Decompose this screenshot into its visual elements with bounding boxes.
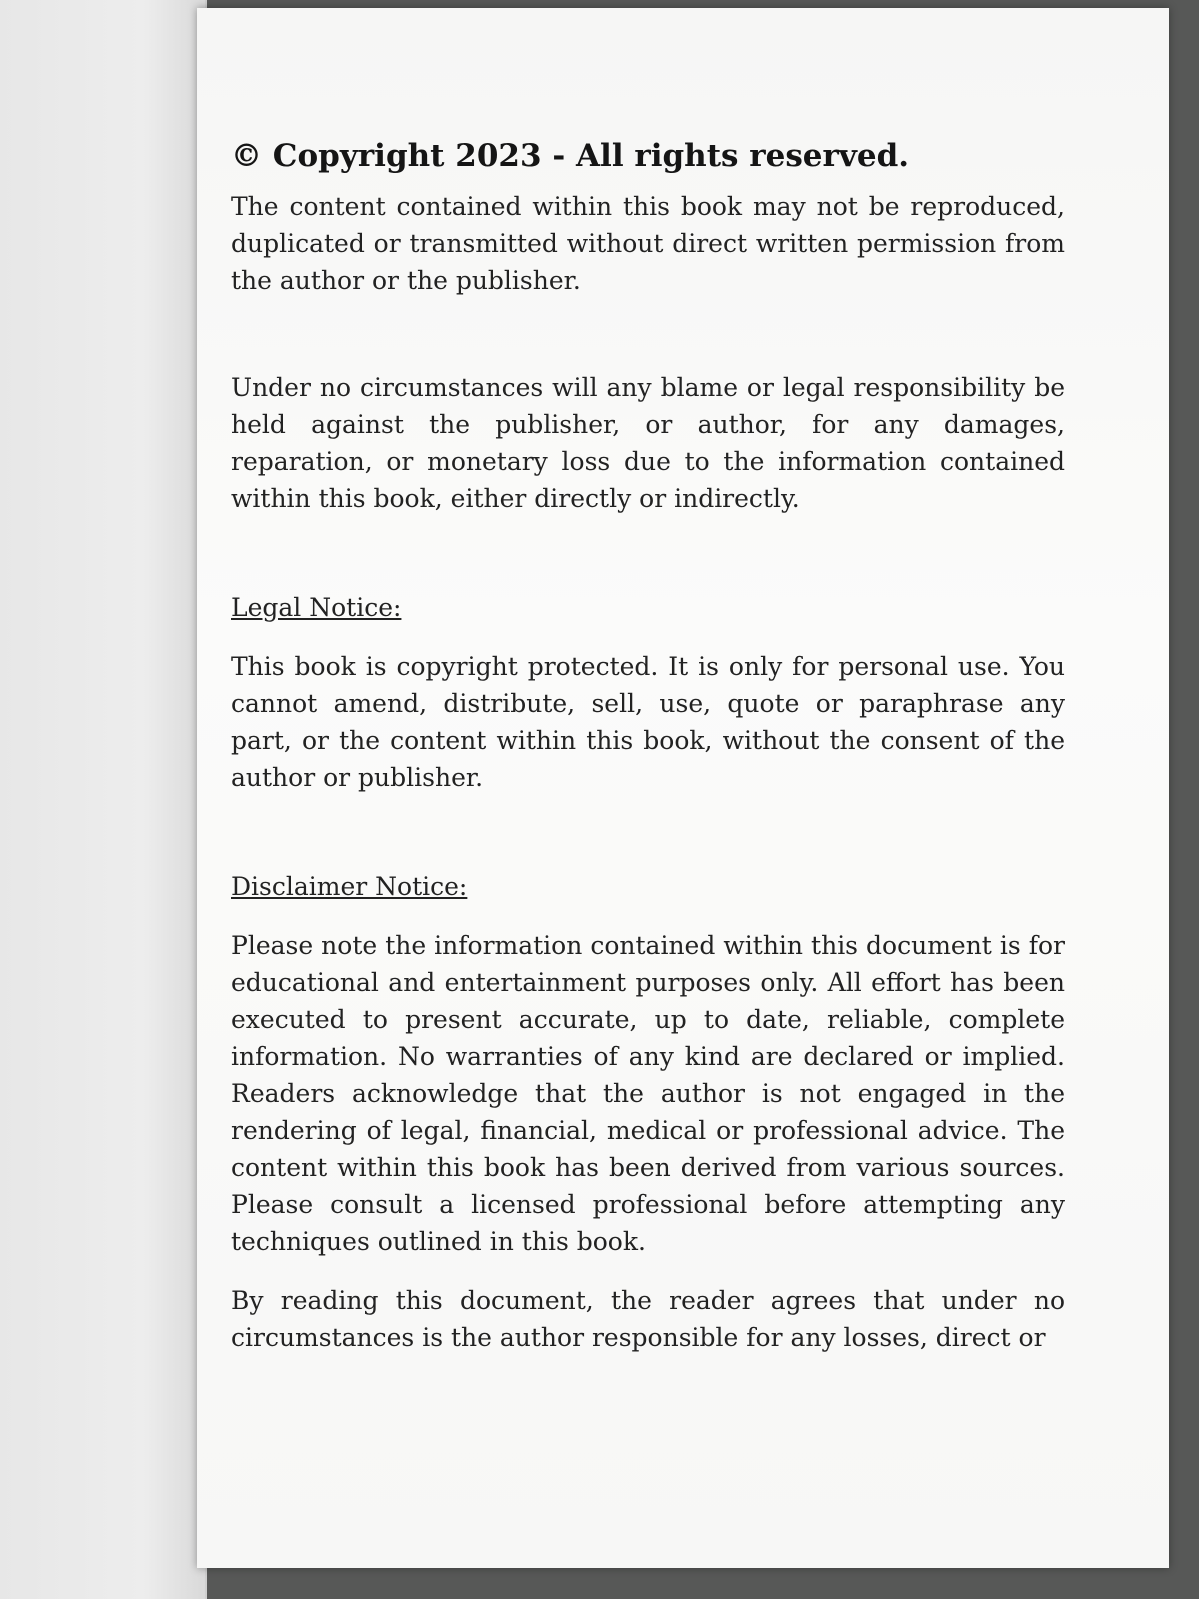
disclaimer-body: Please note the information contained within this document is for educational and entertainment purposes only. All effort has been executed to present accurate, up to date, reliable, complete information. No warranties of any kind are declared or implied. Readers acknowledge that the author is not engaged in the rendering of legal, financial, medical or professional advice. The content within this book has been derived from various sources. Please consult a licensed professional before attempting any techniques outlined in this book. <box>231 931 1065 1256</box>
copyright-title: © Copyright 2023 - All rights reserved. <box>231 138 910 174</box>
disclaimer-body-2: By reading this document, the reader agrees that under no circumstances is the author responsible for any losses, direct or <box>231 1286 1065 1352</box>
paragraph-liability: Under no circumstances will any blame or legal responsibility be held against the publisher, or author, for any damages, reparation, or monetary loss due to the information contained within this book, either directly or indirectly. <box>231 373 1065 513</box>
spacer <box>231 517 1065 589</box>
legal-notice-heading: Legal Notice: <box>231 593 402 622</box>
disclaimer-heading: Disclaimer Notice: <box>231 872 468 901</box>
spacer <box>231 796 1065 868</box>
paragraph-reproduction: The content contained within this book may not be reproduced, duplicated or transmitted without direct written permission from the author or the publisher. <box>231 192 1065 295</box>
left-page-edge <box>0 0 207 1599</box>
spacer <box>231 299 1065 369</box>
spacer <box>231 1260 1065 1282</box>
page-text <box>231 138 1065 1356</box>
legal-notice-body: This book is copyright protected. It is only for personal use. You cannot amend, distribute, sell, use, quote or paraphrase any part, or the content within this book, without the consent of the author or publisher. <box>231 652 1065 792</box>
